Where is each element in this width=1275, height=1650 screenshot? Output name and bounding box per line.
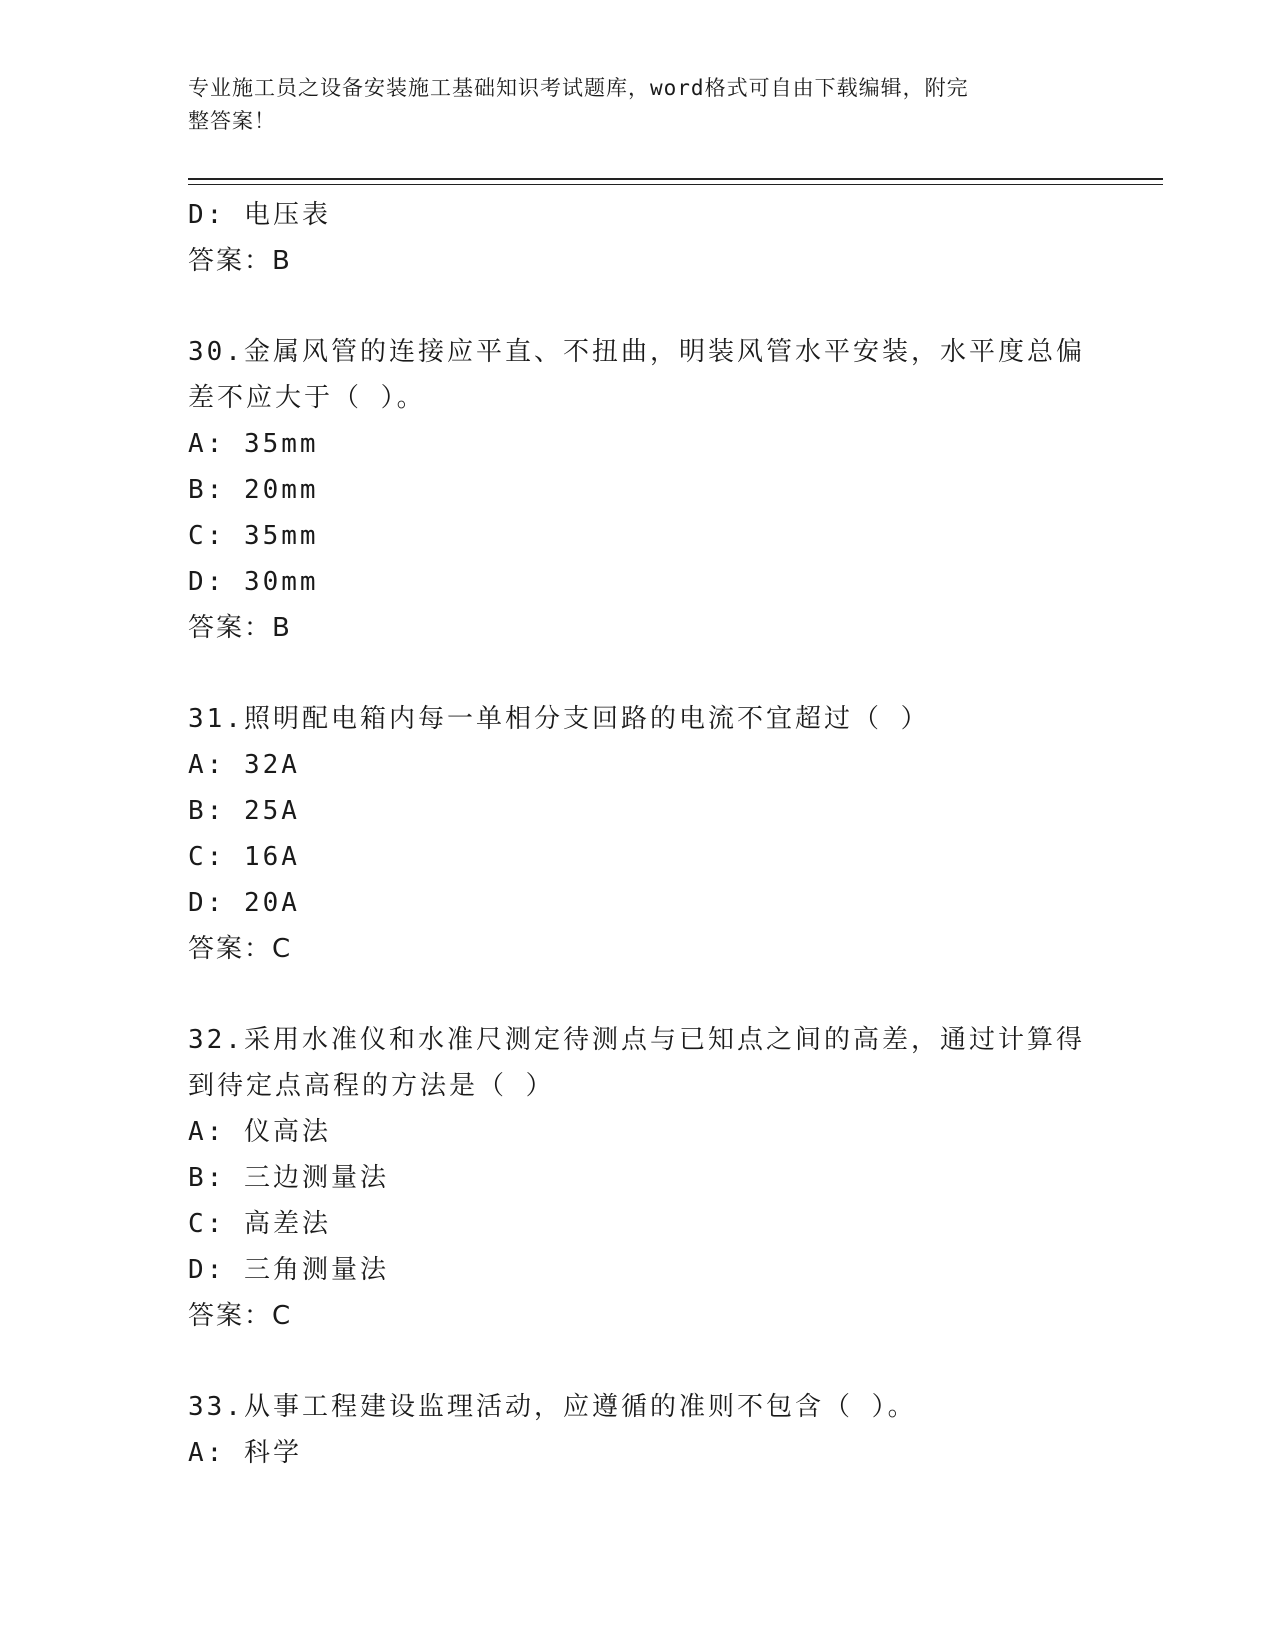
question-31 <box>188 696 1088 972</box>
option-d: D: 电压表 <box>188 200 331 230</box>
option-b: B: 25A <box>188 796 300 826</box>
option-a: A: 32A <box>188 750 300 780</box>
answer-line: 答案：C <box>188 1301 293 1331</box>
option-d: D: 三角测量法 <box>188 1255 389 1285</box>
option-b: B: 三边测量法 <box>188 1163 389 1193</box>
question-stem-continued: 到待定点高程的方法是（ ） <box>188 1071 555 1101</box>
header-line-1: 专业施工员之设备安装施工基础知识考试题库，word格式可自由下载编辑，附完 <box>188 76 969 100</box>
question-33 <box>188 1384 1088 1476</box>
question-30 <box>188 329 1088 651</box>
header-divider-thick <box>188 178 1163 180</box>
question-stem: 33.从事工程建设监理活动，应遵循的准则不包含（ ）。 <box>188 1392 917 1422</box>
question-stem: 32.采用水准仪和水准尺测定待测点与已知点之间的高差，通过计算得 <box>188 1025 1085 1055</box>
option-a: A: 仪高法 <box>188 1117 331 1147</box>
option-c: C: 35mm <box>188 521 319 551</box>
option-d: D: 20A <box>188 888 300 918</box>
answer-line: 答案：B <box>188 613 292 643</box>
document-header <box>188 72 1088 138</box>
question-stem: 31.照明配电箱内每一单相分支回路的电流不宜超过（ ） <box>188 704 930 734</box>
question-stem-continued: 差不应大于（ ）。 <box>188 383 426 413</box>
option-c: C: 高差法 <box>188 1209 331 1239</box>
header-line-2: 整答案！ <box>188 109 276 133</box>
option-b: B: 20mm <box>188 475 319 505</box>
option-d: D: 30mm <box>188 567 319 597</box>
answer-line: 答案：B <box>188 246 292 276</box>
question-stem: 30.金属风管的连接应平直、不扭曲，明装风管水平安装，水平度总偏 <box>188 337 1085 367</box>
question-32 <box>188 1017 1088 1339</box>
option-c: C: 16A <box>188 842 300 872</box>
answer-line: 答案：C <box>188 934 293 964</box>
header-divider-thin <box>188 184 1163 185</box>
question-list <box>188 192 1088 1476</box>
option-a: A: 35mm <box>188 429 319 459</box>
option-a: A: 科学 <box>188 1438 302 1468</box>
